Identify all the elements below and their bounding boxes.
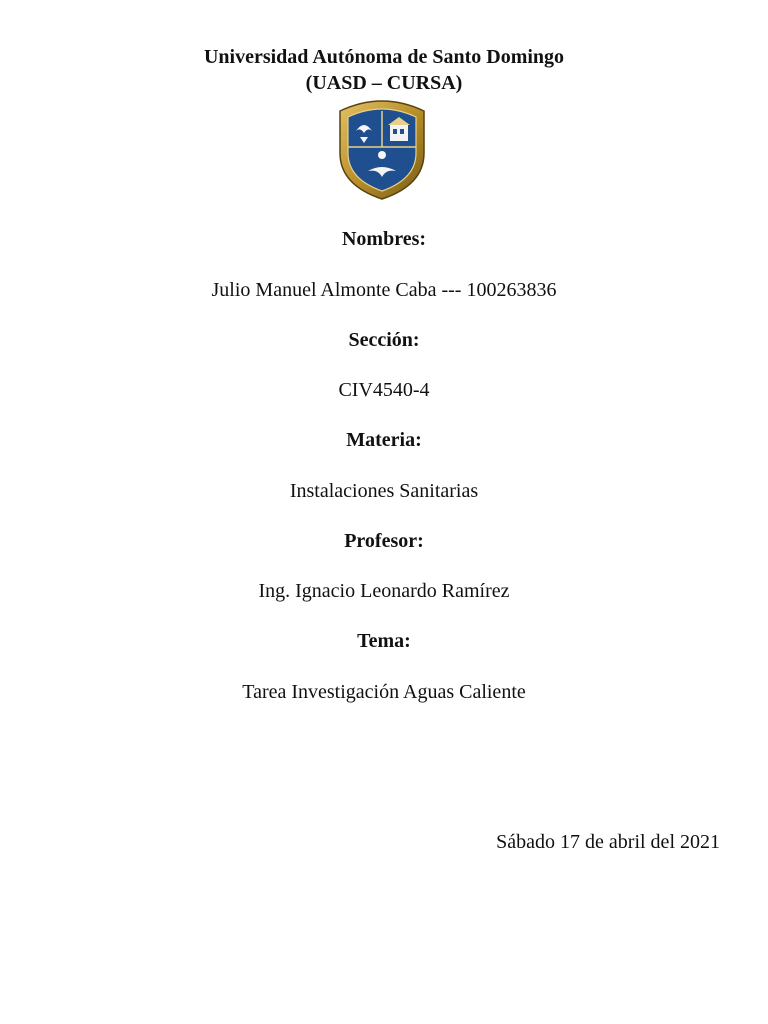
field-value-tema: Tarea Investigación Aguas Caliente bbox=[242, 681, 526, 703]
field-value-materia: Instalaciones Sanitarias bbox=[289, 480, 479, 502]
field-heading-profesor: Profesor: bbox=[344, 530, 424, 552]
field-value-nombres: Julio Manuel Almonte Caba --- 100263836 bbox=[211, 279, 557, 301]
field-heading-nombres: Nombres: bbox=[341, 228, 427, 250]
field-value-profesor: Ing. Ignacio Leonardo Ramírez bbox=[258, 580, 510, 602]
field-heading-materia: Materia: bbox=[346, 429, 422, 451]
field-value-seccion: CIV4540-4 bbox=[338, 379, 430, 401]
field-heading-tema: Tema: bbox=[357, 630, 411, 652]
campus-name: (UASD – CURSA) bbox=[305, 72, 463, 94]
university-seal-icon bbox=[334, 97, 430, 201]
university-name: Universidad Autónoma de Santo Domingo bbox=[203, 46, 565, 68]
field-heading-seccion: Sección: bbox=[348, 329, 420, 351]
document-date: Sábado 17 de abril del 2021 bbox=[496, 831, 720, 853]
